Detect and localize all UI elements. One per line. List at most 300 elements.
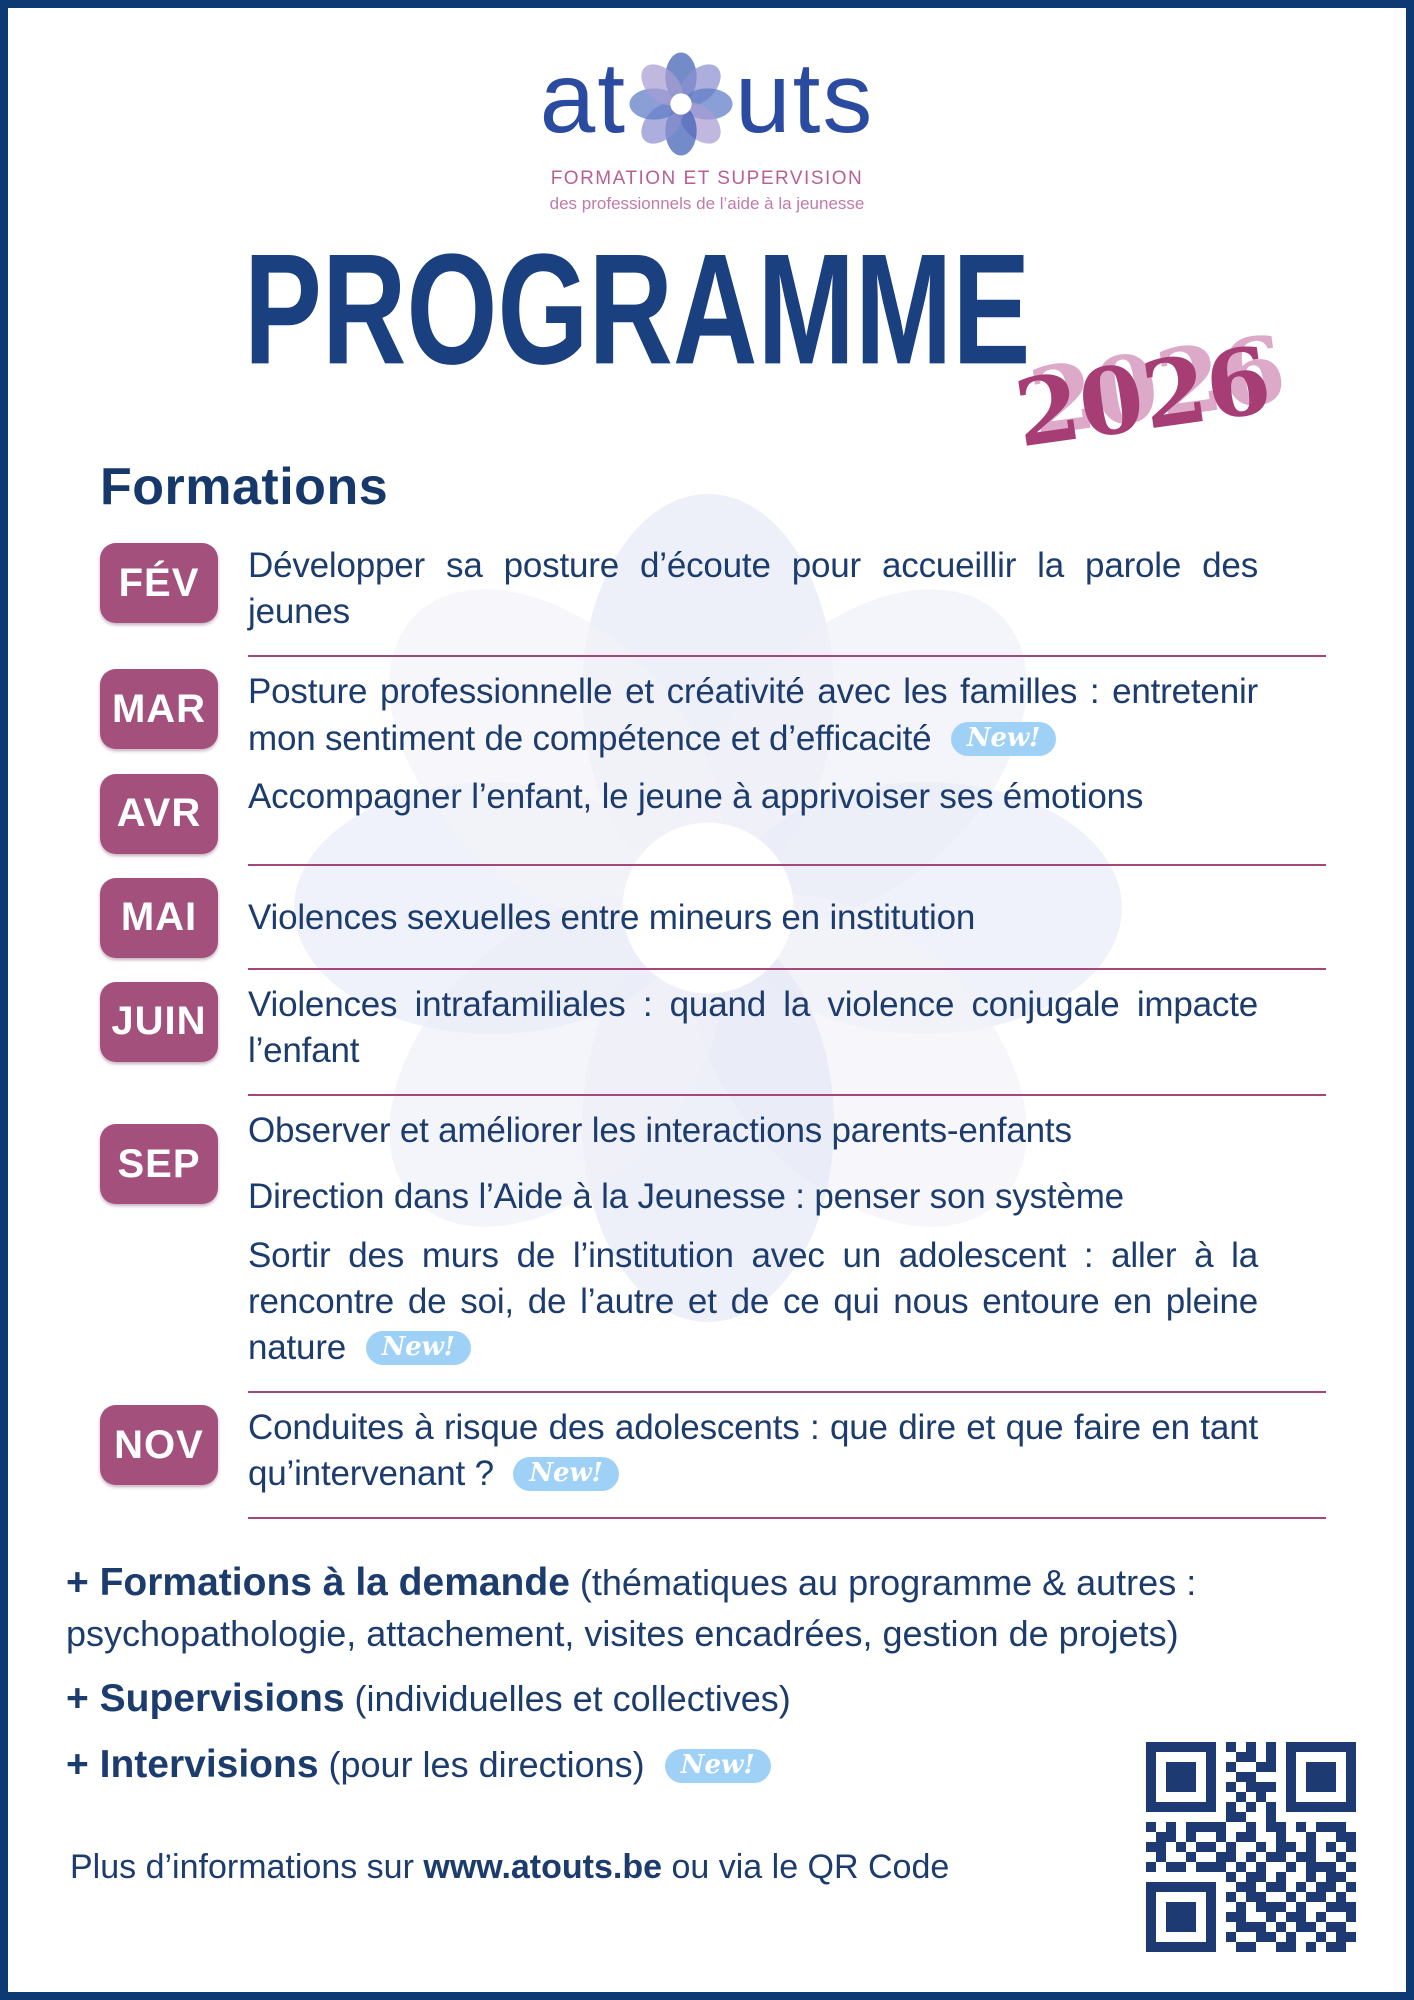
qr-module <box>1146 1922 1156 1932</box>
qr-module <box>1336 1772 1346 1782</box>
qr-module <box>1236 1902 1246 1912</box>
formation-text: Accompagner l’enfant, le jeune à apprivoiser ses émotions <box>248 776 1144 816</box>
qr-module <box>1236 1922 1246 1932</box>
qr-module <box>1256 1842 1266 1852</box>
badge-col <box>100 1124 248 1204</box>
qr-module <box>1306 1882 1316 1892</box>
formation-text-span: Conduites à risque des adolescents : que dire et que faire en tant qu’intervenant ? <box>248 1408 1258 1494</box>
badge-col <box>100 543 248 623</box>
qr-module <box>1346 1842 1356 1852</box>
qr-module <box>1166 1872 1176 1882</box>
qr-module <box>1286 1902 1296 1912</box>
qr-module <box>1166 1842 1176 1852</box>
qr-module <box>1296 1902 1306 1912</box>
formation-text: Développer sa posture d’écoute pour accueillir la parole des jeunes <box>248 546 1258 632</box>
qr-module <box>1176 1942 1186 1952</box>
qr-module <box>1316 1912 1326 1922</box>
extra-formations-demande <box>66 1557 1351 1658</box>
page-title: PROGRAMME <box>243 220 1031 397</box>
qr-module <box>1186 1862 1196 1872</box>
qr-module <box>1226 1852 1236 1862</box>
qr-module <box>1306 1872 1316 1882</box>
qr-module <box>1266 1902 1276 1912</box>
extra-bold-label: + Supervisions <box>66 1676 345 1720</box>
qr-module <box>1266 1772 1276 1782</box>
qr-module <box>1146 1762 1156 1772</box>
qr-module <box>1226 1772 1236 1782</box>
qr-module <box>1166 1782 1176 1792</box>
qr-module <box>1246 1912 1256 1922</box>
qr-module <box>1246 1942 1256 1952</box>
qr-module <box>1166 1892 1176 1902</box>
section-heading-formations: Formations <box>100 458 389 516</box>
qr-module <box>1266 1792 1276 1802</box>
qr-module <box>1196 1872 1206 1882</box>
formation-row-sortir <box>100 1233 1326 1382</box>
qr-module <box>1216 1832 1226 1842</box>
qr-module <box>1206 1762 1216 1772</box>
qr-module <box>1166 1852 1176 1862</box>
qr-module <box>1316 1742 1326 1752</box>
qr-module <box>1276 1882 1286 1892</box>
new-badge: New! <box>366 1331 471 1365</box>
qr-module <box>1146 1792 1156 1802</box>
qr-module <box>1336 1922 1346 1932</box>
qr-module <box>1276 1842 1286 1852</box>
qr-module <box>1326 1852 1336 1862</box>
qr-module <box>1176 1742 1186 1752</box>
qr-module <box>1196 1942 1206 1952</box>
qr-module <box>1256 1742 1266 1752</box>
qr-module <box>1306 1792 1316 1802</box>
qr-module <box>1176 1932 1186 1942</box>
qr-module <box>1156 1892 1166 1902</box>
qr-module <box>1166 1752 1176 1762</box>
qr-module <box>1206 1902 1216 1912</box>
qr-module <box>1226 1912 1236 1922</box>
qr-module <box>1346 1942 1356 1952</box>
qr-module <box>1286 1792 1296 1802</box>
qr-module <box>1186 1802 1196 1812</box>
qr-module <box>1286 1942 1296 1952</box>
qr-module <box>1326 1892 1336 1902</box>
qr-module <box>1296 1762 1306 1772</box>
qr-module <box>1286 1932 1296 1942</box>
qr-module <box>1286 1862 1296 1872</box>
tagline-line1: FORMATION ET SUPERVISION <box>550 168 864 189</box>
qr-module <box>1206 1742 1216 1752</box>
qr-module <box>1296 1842 1306 1852</box>
qr-module <box>1156 1792 1166 1802</box>
qr-module <box>1286 1852 1296 1862</box>
formation-row-mar <box>100 669 1326 761</box>
qr-module <box>1246 1902 1256 1912</box>
qr-module <box>1186 1852 1196 1862</box>
qr-module <box>1156 1822 1166 1832</box>
formations-list <box>100 543 1326 1519</box>
qr-module <box>1346 1802 1356 1812</box>
qr-module <box>1236 1892 1246 1902</box>
qr-module <box>1246 1812 1256 1822</box>
qr-module <box>1256 1812 1266 1822</box>
month-badge-nov: NOV <box>100 1405 218 1485</box>
qr-module <box>1216 1842 1226 1852</box>
qr-module <box>1306 1922 1316 1932</box>
qr-module <box>1306 1812 1316 1822</box>
qr-module <box>1266 1872 1276 1882</box>
qr-module <box>1276 1812 1286 1822</box>
qr-module <box>1176 1862 1186 1872</box>
qr-module <box>1316 1882 1326 1892</box>
qr-module <box>1236 1802 1246 1812</box>
formation-text: Observer et améliorer les interactions parents-enfants <box>248 1111 1072 1151</box>
qr-module <box>1306 1902 1316 1912</box>
qr-module <box>1306 1762 1316 1772</box>
qr-module <box>1286 1822 1296 1832</box>
qr-module <box>1316 1802 1326 1812</box>
qr-module <box>1166 1762 1176 1772</box>
qr-module <box>1206 1822 1216 1832</box>
qr-module <box>1176 1832 1186 1842</box>
qr-module <box>1196 1832 1206 1842</box>
more-info-text <box>70 1848 1142 1887</box>
qr-module <box>1156 1852 1166 1862</box>
qr-module <box>1216 1882 1226 1892</box>
badge-col <box>100 774 248 854</box>
qr-module <box>1196 1742 1206 1752</box>
qr-module <box>1256 1872 1266 1882</box>
qr-module <box>1216 1902 1226 1912</box>
qr-module <box>1346 1832 1356 1842</box>
qr-module <box>1316 1842 1326 1852</box>
qr-module <box>1346 1762 1356 1772</box>
qr-module <box>1296 1922 1306 1932</box>
qr-module <box>1186 1782 1196 1792</box>
qr-module <box>1266 1742 1276 1752</box>
qr-module <box>1336 1822 1346 1832</box>
qr-module <box>1336 1882 1346 1892</box>
qr-module <box>1326 1832 1336 1842</box>
qr-module <box>1146 1742 1156 1752</box>
qr-module <box>1196 1812 1206 1822</box>
qr-module <box>1256 1782 1266 1792</box>
qr-module <box>1326 1812 1336 1822</box>
qr-module <box>1226 1872 1236 1882</box>
info-prefix: Plus d’informations sur <box>70 1847 424 1886</box>
qr-module <box>1336 1932 1346 1942</box>
qr-module <box>1256 1892 1266 1902</box>
poster-content <box>8 8 1406 1792</box>
qr-module <box>1276 1752 1286 1762</box>
qr-module <box>1286 1872 1296 1882</box>
divider <box>248 1094 1326 1096</box>
tagline-line2: des professionnels de l’aide à la jeunesse <box>549 194 865 213</box>
formation-text: Violences sexuelles entre mineurs en institution <box>248 897 976 937</box>
qr-module <box>1336 1872 1346 1882</box>
qr-module <box>1266 1862 1276 1872</box>
qr-module <box>1236 1942 1246 1952</box>
qr-module <box>1176 1812 1186 1822</box>
formation-row-avr <box>100 774 1326 854</box>
qr-module <box>1186 1932 1196 1942</box>
new-badge: New! <box>951 722 1056 756</box>
qr-module <box>1266 1832 1276 1842</box>
extra-supervisions <box>66 1673 1351 1726</box>
qr-module <box>1266 1912 1276 1922</box>
qr-module <box>1176 1782 1186 1792</box>
qr-module <box>1186 1872 1196 1882</box>
qr-module <box>1266 1842 1276 1852</box>
formation-text-span: Sortir des murs de l’institution avec un adolescent : aller à la rencontre de soi, de l’autre et de ce qui nous entoure en pleine nature <box>248 1235 1258 1367</box>
formation-row-juin <box>100 982 1326 1084</box>
title-block <box>133 220 1278 469</box>
qr-module <box>1166 1882 1176 1892</box>
qr-module <box>1346 1792 1356 1802</box>
qr-module <box>1166 1932 1176 1942</box>
qr-module <box>1306 1942 1316 1952</box>
qr-code <box>1146 1742 1356 1952</box>
qr-module <box>1186 1942 1196 1952</box>
formation-text <box>248 1233 1258 1372</box>
qr-module <box>1196 1912 1206 1922</box>
qr-module <box>1326 1752 1336 1762</box>
qr-module <box>1236 1782 1246 1792</box>
extra-rest-label: (pour les directions) <box>318 1744 645 1786</box>
qr-module <box>1276 1832 1286 1842</box>
qr-module <box>1156 1742 1166 1752</box>
qr-module <box>1266 1762 1276 1772</box>
qr-module <box>1326 1762 1336 1772</box>
qr-module <box>1346 1882 1356 1892</box>
divider <box>248 1517 1326 1519</box>
qr-module <box>1306 1852 1316 1862</box>
qr-module <box>1326 1772 1336 1782</box>
qr-module <box>1206 1932 1216 1942</box>
qr-module <box>1146 1862 1156 1872</box>
qr-module <box>1216 1762 1226 1772</box>
qr-module <box>1346 1922 1356 1932</box>
qr-module <box>1256 1762 1266 1772</box>
qr-module <box>1296 1822 1306 1832</box>
qr-module <box>1286 1772 1296 1782</box>
qr-module <box>1346 1872 1356 1882</box>
qr-module <box>1316 1892 1326 1902</box>
qr-module <box>1186 1772 1196 1782</box>
qr-module <box>1226 1932 1236 1942</box>
formation-text-span: Posture professionnelle et créativité avec les familles : entretenir mon sentiment de compétence et d’efficacité <box>248 672 1258 758</box>
qr-module <box>1346 1752 1356 1762</box>
qr-module <box>1296 1782 1306 1792</box>
qr-module <box>1326 1802 1336 1812</box>
qr-module <box>1316 1932 1326 1942</box>
qr-module <box>1186 1742 1196 1752</box>
formation-row-mai <box>100 878 1326 958</box>
qr-module <box>1306 1802 1316 1812</box>
qr-module <box>1296 1882 1306 1892</box>
qr-module <box>1296 1852 1306 1862</box>
qr-module <box>1216 1862 1226 1872</box>
qr-module <box>1286 1802 1296 1812</box>
month-badge-mai: MAI <box>100 878 218 958</box>
qr-module <box>1346 1932 1356 1942</box>
qr-module <box>1226 1892 1236 1902</box>
qr-module <box>1216 1822 1226 1832</box>
qr-module <box>1196 1922 1206 1932</box>
qr-module <box>1336 1832 1346 1842</box>
qr-module <box>1156 1812 1166 1822</box>
qr-module <box>1286 1832 1296 1842</box>
qr-module <box>1146 1782 1156 1792</box>
qr-module <box>1266 1752 1276 1762</box>
qr-module <box>1156 1902 1166 1912</box>
qr-module <box>1286 1842 1296 1852</box>
qr-module <box>1306 1892 1316 1902</box>
qr-module <box>1296 1892 1306 1902</box>
qr-module <box>1196 1772 1206 1782</box>
extra-bold-label: + Intervisions <box>66 1743 319 1787</box>
qr-module <box>1176 1792 1186 1802</box>
qr-module <box>1266 1782 1276 1792</box>
qr-module <box>1196 1852 1206 1862</box>
qr-module <box>1216 1872 1226 1882</box>
qr-module <box>1276 1822 1286 1832</box>
qr-module <box>1256 1902 1266 1912</box>
qr-module <box>1316 1872 1326 1882</box>
qr-module <box>1296 1792 1306 1802</box>
qr-module <box>1156 1842 1166 1852</box>
qr-module <box>1236 1852 1246 1862</box>
footer <box>70 1738 1360 1956</box>
qr-module <box>1286 1742 1296 1752</box>
qr-module <box>1236 1792 1246 1802</box>
qr-module <box>1266 1802 1276 1812</box>
qr-module <box>1346 1902 1356 1912</box>
qr-module <box>1146 1872 1156 1882</box>
qr-module <box>1276 1932 1286 1942</box>
qr-module <box>1216 1942 1226 1952</box>
qr-module <box>1246 1762 1256 1772</box>
qr-module <box>1146 1802 1156 1812</box>
qr-module <box>1146 1822 1156 1832</box>
qr-module <box>1326 1782 1336 1792</box>
qr-module <box>1216 1812 1226 1822</box>
qr-module <box>1246 1872 1256 1882</box>
badge-col <box>100 878 248 958</box>
qr-module <box>1146 1932 1156 1942</box>
qr-module <box>1176 1842 1186 1852</box>
qr-module <box>1166 1792 1176 1802</box>
qr-module <box>1266 1852 1276 1862</box>
qr-module <box>1206 1892 1216 1902</box>
qr-module <box>1276 1942 1286 1952</box>
qr-module <box>1296 1932 1306 1942</box>
qr-module <box>1286 1812 1296 1822</box>
qr-module <box>1146 1892 1156 1902</box>
qr-module <box>1146 1812 1156 1822</box>
qr-module <box>1316 1772 1326 1782</box>
qr-module <box>1336 1742 1346 1752</box>
formation-text: Direction dans l’Aide à la Jeunesse : penser son système <box>248 1177 1124 1217</box>
qr-module <box>1296 1752 1306 1762</box>
qr-module <box>1196 1932 1206 1942</box>
qr-module <box>1266 1882 1276 1892</box>
formation-row-nov <box>100 1405 1326 1507</box>
qr-module <box>1276 1892 1286 1902</box>
qr-module <box>1186 1922 1196 1932</box>
qr-module <box>1186 1912 1196 1922</box>
qr-module <box>1316 1822 1326 1832</box>
qr-module <box>1296 1862 1306 1872</box>
qr-module <box>1286 1782 1296 1792</box>
qr-module <box>1206 1852 1216 1862</box>
qr-module <box>1226 1902 1236 1912</box>
qr-module <box>1306 1782 1316 1792</box>
qr-module <box>1276 1762 1286 1772</box>
qr-module <box>1286 1922 1296 1932</box>
qr-module <box>1306 1822 1316 1832</box>
qr-module <box>1226 1882 1236 1892</box>
qr-module <box>1306 1772 1316 1782</box>
qr-module <box>1296 1812 1306 1822</box>
qr-module <box>1216 1772 1226 1782</box>
qr-module <box>1206 1792 1216 1802</box>
qr-module <box>1226 1792 1236 1802</box>
extra-rest-label: (thématiques au programme & autres : psychopathologie, attachement, visites encadrées, gestion de projets) <box>66 1562 1197 1655</box>
qr-module <box>1326 1872 1336 1882</box>
qr-module <box>1336 1862 1346 1872</box>
qr-module <box>1306 1912 1316 1922</box>
qr-module <box>1266 1942 1276 1952</box>
qr-module <box>1336 1842 1346 1852</box>
qr-module <box>1246 1782 1256 1792</box>
qr-code-box <box>1142 1738 1360 1956</box>
formation-row-fev <box>100 543 1326 645</box>
logo-text-start: at <box>539 42 627 154</box>
qr-module <box>1316 1902 1326 1912</box>
qr-module <box>1166 1862 1176 1872</box>
qr-module <box>1246 1842 1256 1852</box>
qr-module <box>1306 1862 1316 1872</box>
qr-module <box>1256 1822 1266 1832</box>
qr-module <box>1186 1812 1196 1822</box>
qr-module <box>1236 1762 1246 1772</box>
qr-module <box>1226 1822 1236 1832</box>
qr-module <box>1266 1812 1276 1822</box>
qr-module <box>1146 1772 1156 1782</box>
qr-module <box>1196 1882 1206 1892</box>
qr-module <box>1266 1892 1276 1902</box>
qr-module <box>1256 1882 1266 1892</box>
qr-module <box>1296 1832 1306 1842</box>
qr-module <box>1226 1862 1236 1872</box>
qr-module <box>1206 1772 1216 1782</box>
qr-module <box>1276 1792 1286 1802</box>
qr-module <box>1196 1792 1206 1802</box>
qr-module <box>1316 1852 1326 1862</box>
qr-module <box>1146 1942 1156 1952</box>
month-badge-mar: MAR <box>100 669 218 749</box>
qr-module <box>1176 1802 1186 1812</box>
qr-module <box>1326 1912 1336 1922</box>
new-badge: New! <box>665 1749 771 1783</box>
qr-module <box>1156 1872 1166 1882</box>
qr-module <box>1206 1862 1216 1872</box>
qr-module <box>1296 1772 1306 1782</box>
qr-module <box>1196 1762 1206 1772</box>
qr-module <box>1256 1932 1266 1942</box>
qr-module <box>1146 1842 1156 1852</box>
logo-text-end: uts <box>735 42 875 154</box>
